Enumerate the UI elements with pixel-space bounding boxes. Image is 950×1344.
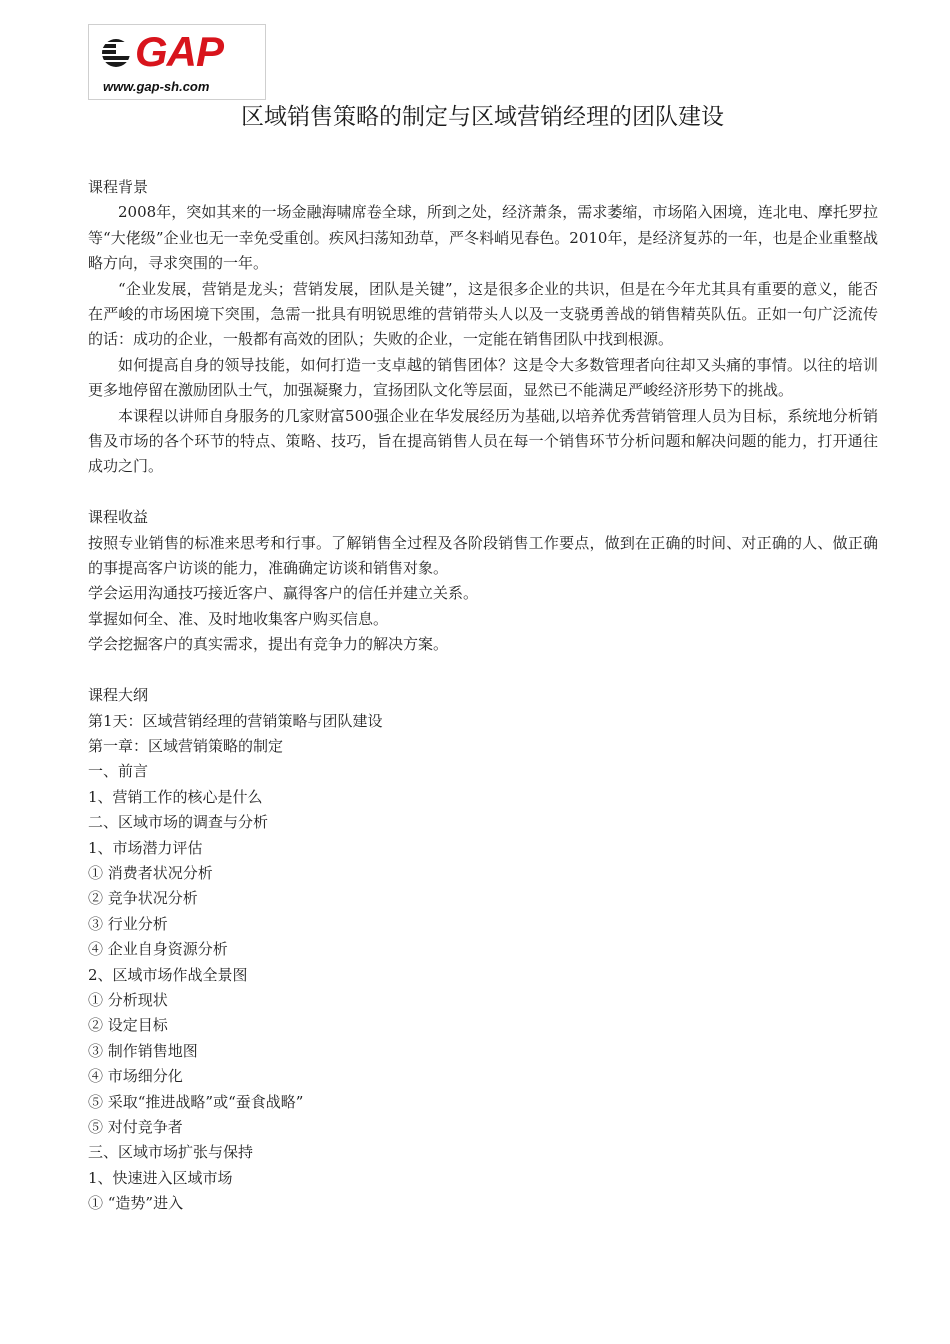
outline-line: 第一章：区域营销策略的制定: [88, 736, 284, 755]
logo-wordmark: GAP: [135, 28, 224, 75]
outline-line: 第1天：区域营销经理的营销策略与团队建设: [88, 711, 383, 730]
outline-line: ③ 制作销售地图: [88, 1041, 198, 1060]
outline-line: ⑤ 对付竞争者: [88, 1118, 183, 1136]
section-heading-outline: 课程大纲: [88, 686, 149, 705]
outline-line: ⑤ 采取“推进战略”或“蚕食战略”: [88, 1092, 304, 1111]
outline-line: 一、前言: [88, 762, 149, 781]
outline-line: ② 设定目标: [88, 1016, 168, 1035]
outline-line: 1、快速进入区域市场: [88, 1168, 233, 1187]
benefit-item: 掌握如何全、准、及时地收集客户购买信息。: [88, 609, 389, 628]
paragraph: 2008年，突如其来的一场金融海啸席卷全球，所到之处，经济萧条，需求萎缩，市场陷入困境，连北电、摩托罗拉等“大佬级”企业也无一幸免受重创。疾风扫荡知劲草，严冬料峭见春色。2010年，是经济复苏的一年，也是企业重整战略方向，寻求突围的一年。: [88, 203, 878, 273]
paragraph: 如何提高自身的领导技能，如何打造一支卓越的销售团体？这是令大多数管理者向往却又头痛的事情。以往的培训更多地停留在激励团队士气，加强凝聚力，宣扬团队文化等层面，显然已不能满足严峻经济形势下的挑战。: [88, 355, 878, 400]
outline-line: ① 分析现状: [88, 990, 168, 1009]
paragraph: “企业发展，营销是龙头；营销发展，团队是关键”，这是很多企业的共识，但是在今年尤其具有重要的意义，能否在严峻的市场困境下突围，急需一批具有明锐思维的营销带头人以及一支骁勇善战的销售精英队伍。正如一句广泛流传的话：成功的企业，一般都有高效的团队；失败的企业，一定能在销售团队中找到根源。: [88, 279, 878, 349]
document-body: [88, 175, 878, 1217]
outline-line: 2、区域市场作战全景图: [88, 965, 248, 984]
document-title: 区域销售策略的制定与区域营销经理的团队建设: [241, 104, 724, 130]
benefit-item: 学会挖掘客户的真实需求，提出有竞争力的解决方案。: [88, 635, 449, 654]
outline-line: ① 消费者状况分析: [88, 863, 213, 882]
benefit-item: 按照专业销售的标准来思考和行事。了解销售全过程及各阶段销售工作要点，做到在正确的时间、对正确的人、做正确的事提高客户访谈的能力，准确确定访谈和销售对象。: [88, 533, 878, 578]
outline-line: ④ 市场细分化: [88, 1067, 183, 1086]
globe-icon: [101, 33, 131, 73]
outline-line: ② 竞争状况分析: [88, 889, 198, 908]
paragraph: 本课程以讲师自身服务的几家财富500强企业在华发展经历为基础,以培养优秀营销管理人员为目标，系统地分析销售及市场的各个环节的特点、策略、技巧，旨在提高销售人员在每一个销售环节分析问题和解决问题的能力，打开通往成功之门。: [88, 406, 878, 476]
outline-line: 1、市场潜力评估: [88, 838, 203, 857]
section-heading-background: 课程背景: [88, 178, 149, 196]
outline-line: ① “造势”进入: [88, 1194, 184, 1213]
logo-url: www.gap-sh.com: [103, 79, 210, 94]
outline-line: 1、营销工作的核心是什么: [88, 787, 263, 806]
outline-line: 二、区域市场的调查与分析: [88, 813, 269, 832]
outline-line: 三、区域市场扩张与保持: [88, 1143, 254, 1162]
benefit-item: 学会运用沟通技巧接近客户、赢得客户的信任并建立关系。: [88, 584, 479, 603]
outline-line: ④ 企业自身资源分析: [88, 940, 228, 959]
section-heading-benefits: 课程收益: [88, 508, 149, 527]
outline-line: ③ 行业分析: [88, 914, 168, 933]
company-logo: [88, 24, 266, 100]
